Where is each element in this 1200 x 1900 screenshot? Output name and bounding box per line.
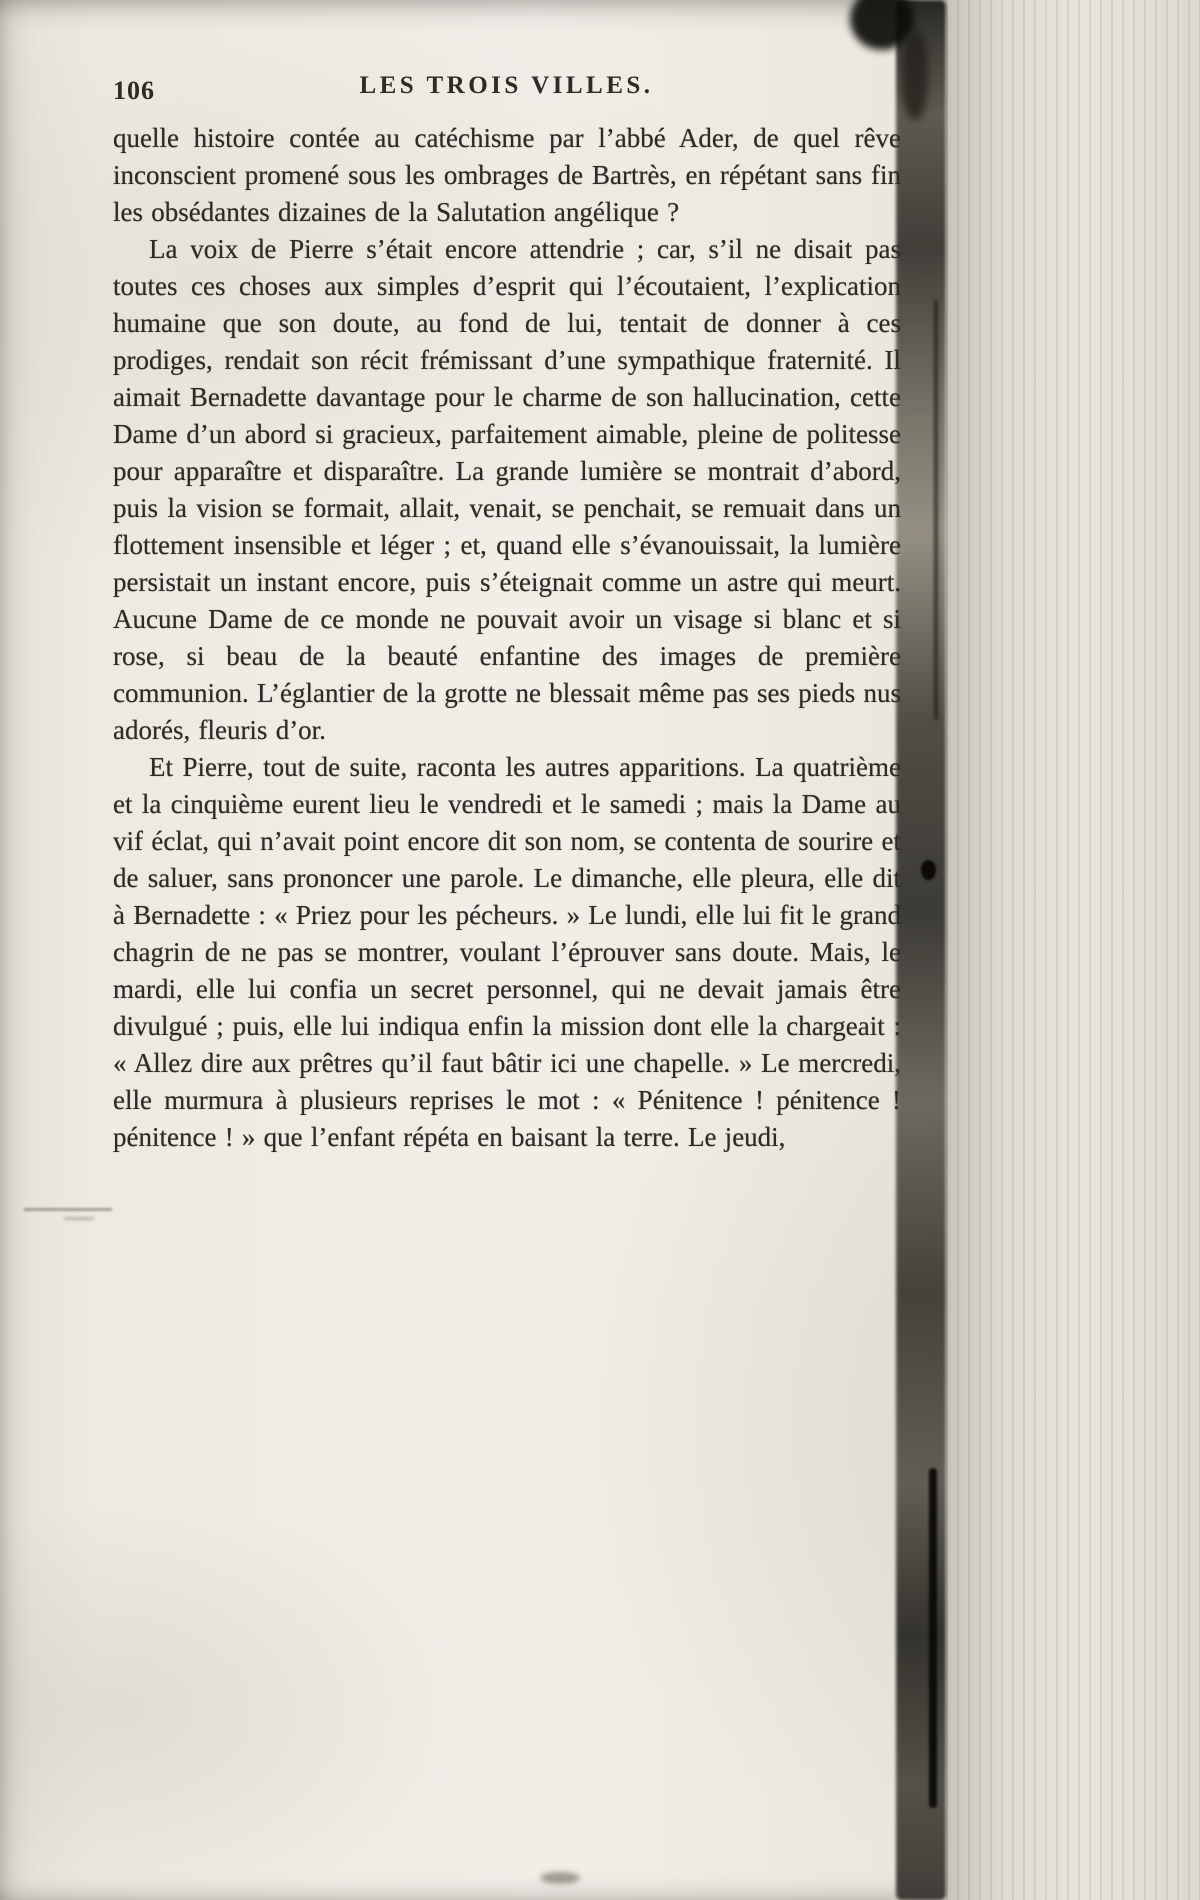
paragraph: La voix de Pierre s’était encore attendrie ; car, s’il ne disait pas toutes ces choses aux simples d’esprit qui l’écoutaient, l’explication humaine que son doute, au fond de lui, tentait de donner à ces prodiges, rendait son récit frémissant d’une sympathique fraternité. Il aimait Bernadette davantage pour le charme de son hallucination, cette Dame d’un abord si gracieux, parfaitement aimable, pleine de politesse pour apparaître et disparaître. La grande lumière se montrait d’abord, puis la vision se formait, allait, venait, se penchait, se remuait dans un flottement insensible et léger ; et, quand elle s’évanouissait, la lumière persistait un instant encore, puis s’éteignait comme un astre qui meurt. Aucune Dame de ce monde ne pouvait avoir un visage si blanc et si rose, si beau de la beauté enfantine des images de première communion. L’églantier de la grotte ne blessait même pas ses pieds nus adorés, fleuris d’or. [113, 234, 901, 745]
ink-blot [921, 860, 936, 880]
scan-streak-mid [934, 300, 938, 720]
paragraph: Et Pierre, tout de suite, raconta les autres apparitions. La quatrième et la cinquième eurent lieu le vendredi et le samedi ; mais la Dame au vif éclat, qui n’avait point encore dit son nom, se contenta de sourire et de saluer, sans prononcer une parole. Le dimanche, elle pleura, elle dit à Bernadette : « Priez pour les pécheurs. » Le lundi, elle lui fit le grand chagrin de ne pas se montrer, voulant l’éprouver sans doute. Mais, le mardi, elle lui confia un secret personnel, qui ne devait jamais être divulgué ; puis, elle lui indiqua enfin la mission dont elle la chargeait : « Allez dire aux prêtres qu’il faut bâtir ici une chapelle. » Le mercredi, elle murmura à plusieurs reprises le mot : « Pénitence ! pénitence ! pénitence ! » que l’enfant répéta en baisant la terre. Le jeudi, [113, 752, 901, 1152]
page-gutter-shadow [896, 0, 946, 1900]
scan-streak-bottom [929, 1468, 937, 1808]
paragraph-continuation: quelle histoire contée au catéchisme par l’abbé Ader, de quel rêve inconscient promené sous les ombrages de Bartrès, en répétant sans fin les obsédantes dizaines de la Salutation angélique ? [113, 123, 901, 227]
margin-pencil-mark [24, 1208, 112, 1211]
page-number: 106 [113, 76, 155, 105]
text-block [113, 120, 901, 1156]
page-outer-edge [946, 0, 1200, 1900]
scan-smudge-top-secondary [902, 30, 928, 120]
running-title: LES TROIS VILLES. [359, 72, 654, 99]
running-head [113, 72, 900, 112]
scan-smudge-bottom [540, 1872, 580, 1884]
